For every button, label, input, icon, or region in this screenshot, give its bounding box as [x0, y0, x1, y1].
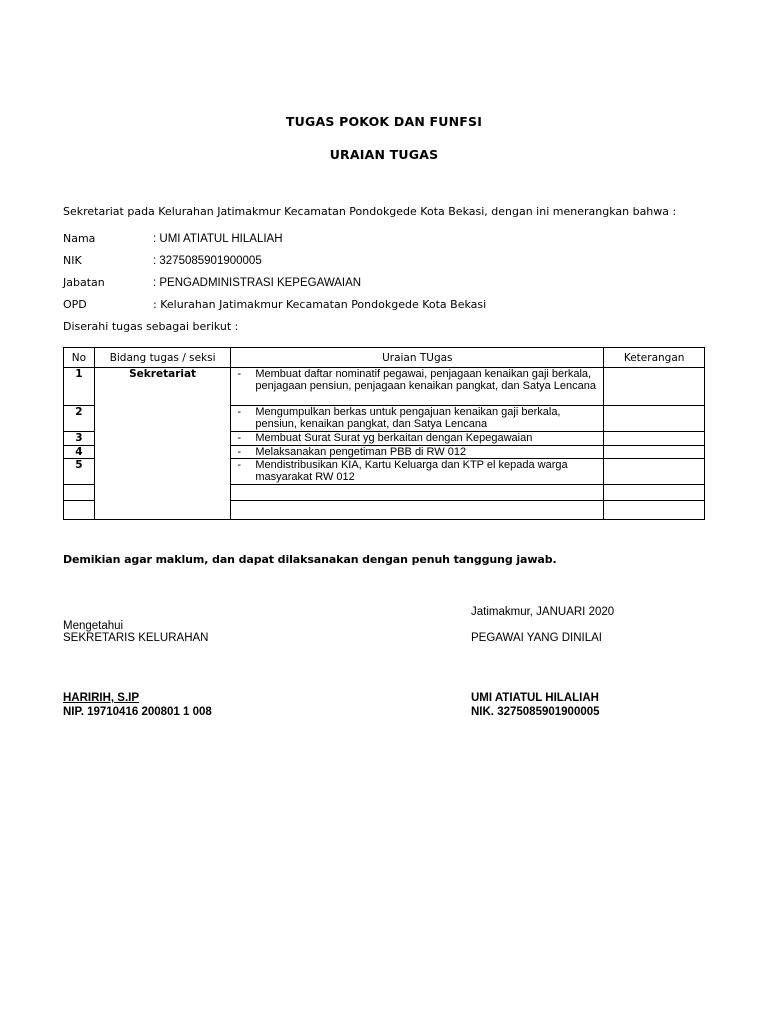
empty-cell: [231, 501, 604, 520]
remark-cell: [604, 446, 705, 459]
header-bidang: Bidang tugas / seksi: [94, 348, 230, 368]
field-value: : UMI ATIATUL HILALIAH: [153, 233, 283, 245]
remark-cell: [604, 432, 705, 446]
task-text: Mendistribusikan KIA, Kartu Keluarga dan KTP el kepada warga masyarakat RW 012: [255, 459, 568, 483]
empty-cell: [231, 485, 604, 501]
row-number: 1: [64, 368, 95, 406]
right-signer-id: NIK. 3275085901900005: [471, 706, 600, 718]
header-keterangan: Keterangan: [604, 348, 705, 368]
dash-bullet: -: [237, 406, 242, 418]
left-signer-name: HARIRIH, S.IP: [63, 692, 140, 704]
document-title: TUGAS POKOK DAN FUNFSI: [285, 114, 483, 129]
left-signer-id: NIP. 19710416 200801 1 008: [63, 706, 212, 718]
remark-cell: [604, 406, 705, 432]
task-text: Mengumpulkan berkas untuk pengajuan kenaikan gaji berkala, pensiun, kenaikan pangkat, dan Satya Lencana: [255, 406, 561, 430]
field-value: : 3275085901900005: [153, 255, 262, 267]
table-row: [64, 368, 705, 406]
empty-cell: [604, 485, 705, 501]
table-header-row: [64, 348, 705, 368]
field-value: : PENGADMINISTRASI KEPEGAWAIAN: [153, 277, 362, 289]
dash-bullet: -: [237, 368, 242, 380]
field-value: : Kelurahan Jatimakmur Kecamatan Pondokgede Kota Bekasi: [153, 298, 487, 311]
row-number: 5: [64, 459, 95, 485]
task-cell: [231, 446, 604, 459]
dash-bullet: -: [237, 446, 242, 458]
empty-cell: [64, 501, 95, 520]
row-number: 3: [64, 432, 95, 446]
remark-cell: [604, 459, 705, 485]
dash-bullet: -: [237, 459, 242, 471]
header-no: No: [64, 348, 95, 368]
field-label: OPD: [63, 298, 87, 311]
place-date: Jatimakmur, JANUARI 2020: [471, 606, 615, 618]
known-label: Mengetahui: [63, 620, 124, 632]
task-text: Melaksanakan pengetiman PBB di RW 012: [255, 446, 467, 458]
field-label: Nama: [63, 232, 96, 245]
left-signer-role: SEKRETARIS KELURAHAN: [63, 632, 209, 644]
given-text: Diserahi tugas sebagai berikut :: [63, 320, 239, 333]
closing-text: Demikian agar maklum, dan dapat dilaksanakan dengan penuh tanggung jawab.: [63, 553, 557, 566]
right-signer-name: UMI ATIATUL HILALIAH: [471, 692, 599, 704]
task-table: [63, 347, 705, 520]
row-number: 4: [64, 446, 95, 459]
dash-bullet: -: [237, 432, 242, 444]
field-label: NIK: [63, 254, 82, 267]
task-cell: [231, 406, 604, 432]
task-cell: [231, 368, 604, 406]
task-text: Membuat Surat Surat yg berkaitan dengan Kepegawaian: [255, 432, 533, 444]
header-uraian: Uraian TUgas: [231, 348, 604, 368]
task-cell: [231, 459, 604, 485]
intro-text: Sekretariat pada Kelurahan Jatimakmur Kecamatan Pondokgede Kota Bekasi, dengan ini menerangkan bahwa :: [63, 205, 677, 218]
remark-cell: [604, 368, 705, 406]
empty-cell: [64, 485, 95, 501]
task-cell: [231, 432, 604, 446]
task-text: Membuat daftar nominatif pegawai, penjagaan kenaikan gaji berkala, penjagaan pensiun, penjagaan kenaikan pangkat, dan Satya Lencana: [255, 368, 597, 392]
document-subtitle: URAIAN TUGAS: [329, 147, 439, 162]
field-label: Jabatan: [63, 276, 105, 289]
section-cell: Sekretariat: [94, 368, 230, 520]
empty-cell: [604, 501, 705, 520]
row-number: 2: [64, 406, 95, 432]
right-signer-role: PEGAWAI YANG DINILAI: [471, 632, 603, 644]
